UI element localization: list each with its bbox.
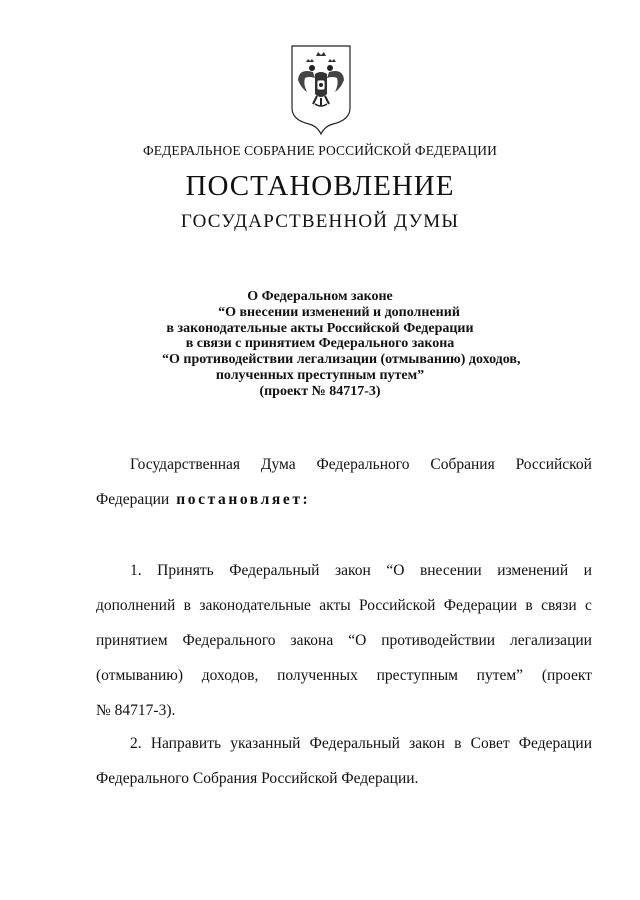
word: Дума	[260, 456, 296, 473]
word: путем”	[476, 667, 524, 684]
bill-number: № 84717-3).	[96, 702, 176, 719]
issuing-body: ГОСУДАРСТВЕННОЙ ДУМЫ	[180, 211, 460, 232]
paragraph-line	[96, 596, 592, 631]
word: и	[583, 562, 592, 579]
subject-line: в законодательные акты Российской Федерации	[166, 320, 474, 336]
word: с	[585, 597, 592, 614]
clause-1	[96, 561, 592, 736]
paragraph-line	[96, 490, 592, 525]
word: Федеральный	[229, 562, 320, 579]
word: “О	[386, 562, 405, 579]
preamble-paragraph	[96, 455, 592, 525]
word: Федеральный	[309, 735, 400, 752]
word: Федерации	[443, 597, 517, 614]
clause-number: 1.	[130, 562, 142, 579]
word: противодействии	[381, 632, 496, 649]
paragraph-line	[96, 666, 592, 701]
paragraph-line	[96, 701, 592, 736]
word: в	[525, 597, 533, 614]
word: Направить	[150, 735, 222, 752]
word: (отмыванию)	[96, 667, 184, 684]
document-type: ПОСТАНОВЛЕНИЕ	[185, 170, 455, 202]
subject-line: О Федеральном законе	[247, 289, 393, 304]
word: в	[183, 597, 191, 614]
word: Российской	[515, 456, 592, 473]
word: “О	[348, 632, 367, 649]
word: Федерации	[518, 735, 592, 752]
word: акты	[319, 597, 351, 614]
paragraph-line	[96, 455, 592, 490]
word: изменений	[497, 562, 569, 579]
word: закона	[290, 632, 334, 649]
word: легализации	[510, 632, 592, 649]
word: в	[454, 735, 462, 752]
word: Федерального	[316, 456, 410, 473]
paragraph-line	[96, 769, 592, 804]
word: внесении	[419, 562, 482, 579]
word: Федерального Собрания Российской Федерации.	[96, 770, 419, 787]
clause-number: 2.	[130, 735, 142, 752]
word: закон	[335, 562, 371, 579]
word: Собрания	[430, 456, 495, 473]
document-subject	[150, 289, 521, 400]
word: Федерации	[96, 491, 170, 508]
word: доходов,	[201, 667, 259, 684]
word: принятием	[96, 632, 168, 649]
word: указанный	[230, 735, 301, 752]
subject-line: в связи с принятием Федерального закона	[185, 336, 455, 352]
paragraph-line	[96, 561, 592, 596]
word: Совет	[470, 735, 510, 752]
word: (проект	[541, 667, 592, 684]
word: Федерального	[182, 632, 276, 649]
word: Принять	[157, 562, 214, 579]
subject-line: полученных преступным путем”	[215, 367, 425, 383]
paragraph-line	[96, 631, 592, 666]
word: полученных	[277, 667, 358, 684]
word: дополнений	[96, 597, 176, 614]
clause-2	[96, 734, 592, 804]
paragraph-line	[96, 734, 592, 769]
word: Российской	[359, 597, 436, 614]
subject-line: “О противодействии легализации (отмыванию) доходов,	[162, 352, 521, 368]
word: связи	[541, 597, 577, 614]
word: Государственная	[130, 456, 241, 473]
word: законодательные	[199, 597, 311, 614]
subject-line: “О внесении изменений и дополнений	[218, 304, 460, 320]
russian-coat-of-arms-icon	[289, 44, 353, 136]
word: преступным	[376, 667, 458, 684]
subject-line: (проект № 84717-3)	[259, 383, 381, 399]
organization-name: ФЕДЕРАЛЬНОЕ СОБРАНИЕ РОССИЙСКОЙ ФЕДЕРАЦИИ	[143, 143, 497, 158]
word: закон	[409, 735, 445, 752]
resolution-verb: постановляет:	[176, 491, 311, 508]
